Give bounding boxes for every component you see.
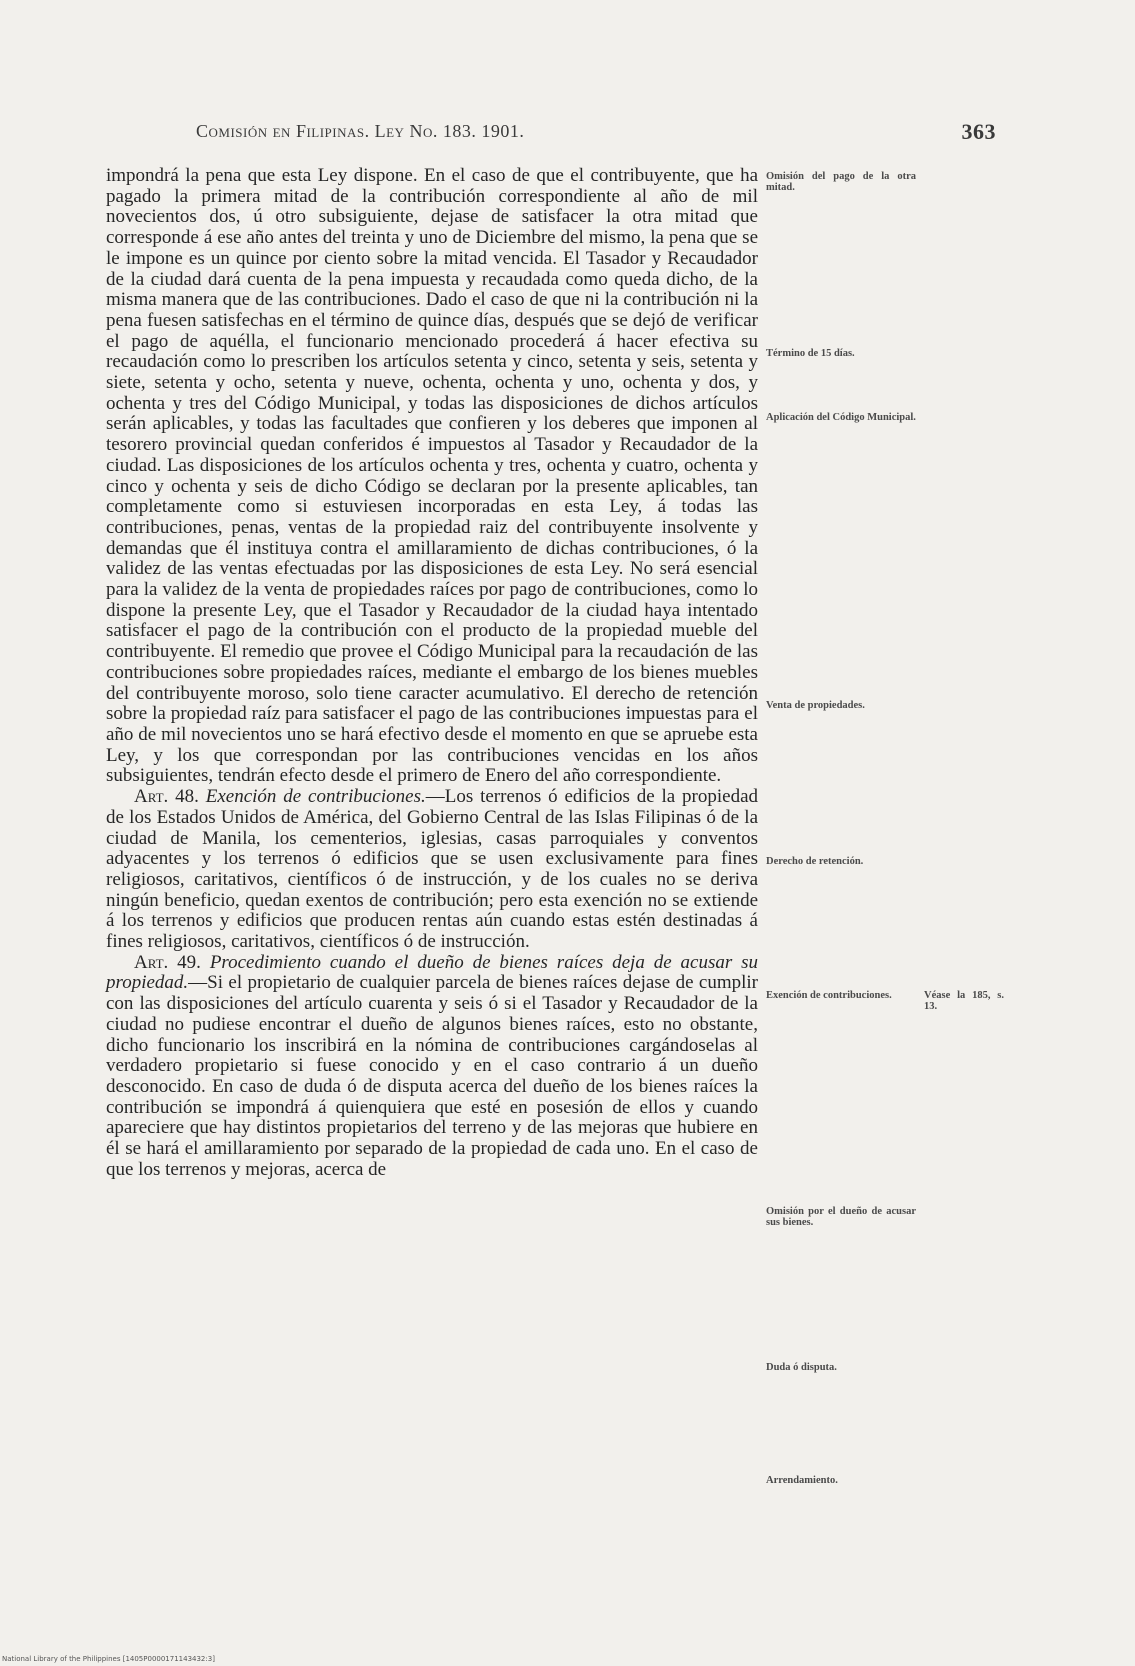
paragraph: impondrá la pena que esta Ley dispone. En el caso de que el contribuyente, que ha pagado la primera mitad de la contribución correspondiente al año de mil novecientos dos, ú otro subsiguiente, dejase de satisfacer la otra mitad que corresponde á ese año antes del treinta y uno de Diciembre del mismo, la pena que se le impone es un quince por ciento sobre la mitad vencida. El Tasador y Recaudador de la ciudad dará cuenta de la pena impuesta y recaudada como queda dicho, de la misma manera que de las contribuciones. Dado el caso de que ni la contribución ni la pena fuesen satisfechas en el término de quince días, después que se dejó de verificar el pago de aquélla, el funcionario mencionado procederá á hacer efectiva su recaudación como lo prescriben los artículos setenta y cinco, setenta y seis, setenta y siete, setenta y ocho, setenta y nueve, ochenta, ochenta y uno, ochenta y dos, y ochenta y tres del Código Municipal, y todas las disposiciones de dichos artículos serán aplicables, y todas las facultades que confieren y los deberes que imponen al tesorero provincial quedan conferidos é impuestos al Tasador y Recaudador de la ciudad. Las disposiciones de los artículos ochenta y tres, ochenta y cuatro, ochenta y cinco y ochenta y seis de dicho Código se declaran por la presente aplicables, tan completamente como si estuviesen incorporadas en esta Ley, á todas las contribuciones, penas, ventas de la propiedad raiz del contribuyente insolvente y demandas que él instituya contra el amillaramiento de dichas contribuciones, ó la validez de las ventas efectuadas por las disposiciones de esta Ley. No será esencial para la validez de la venta de propiedades raíces por pago de contribuciones, como lo dispone la presente Ley, que el Tasador y Recaudador de la ciudad haya intentado satisfacer el pago de la contribución con el producto de la propiedad mueble del contribuyente. El remedio que provee el Código Municipal para la recaudación de las contribuciones sobre propiedades raíces, mediante el embargo de los bienes muebles del contribuyente moroso, solo tiene caracter acumulativo. El derecho de retención sobre la propiedad raíz para satisfacer el pago de las contribuciones impuestas para el año de mil novecientos uno se hará efectivo desde el momento en que se apruebe esta Ley, y los que correspondan por las contribuciones vencidas en los años subsiguientes, tendrán efecto desde el primero de Enero del año correspondiente. (106, 165, 758, 787)
margin-note: Omisión por el dueño de acusar sus bienes. (766, 1206, 916, 1228)
article-title: Exención de contribuciones. (205, 786, 426, 808)
page-number: 363 (961, 119, 996, 144)
article-number: Art. 49. (134, 951, 201, 973)
body-text (106, 166, 758, 1180)
margin-note: Omisión del pago de la otra mitad. (766, 171, 916, 193)
margin-note: Arrendamiento. (766, 1475, 838, 1486)
article-48 (106, 787, 758, 953)
margin-note: Exención de contribuciones. (766, 990, 892, 1001)
article-number: Art. 48. (134, 786, 199, 808)
margin-note: Venta de propiedades. (766, 700, 865, 711)
article-text: —Si el propietario de cualquier parcela de bienes raíces dejase de cumplir con las disposiciones del artículo cuarenta y seis ó si el Tasador y Recaudador de la ciudad no pudiese encontrar el dueño de algunos bienes raíces, esto no obstante, dicho funcionario los inscribirá en la nómina de contribuciones cargándoselas al verdadero propietario si fuese conocido y en el caso contrario á un dueño desconocido. En caso de duda ó de disputa acerca del dueño de los bienes raíces la contribución se impondrá á quienquiera que esté en posesión de ellos y cuando apareciere que hay distintos propietarios del terreno y de las mejoras que hubiere en él se hará el amillaramiento por separado de la propiedad de cada uno. En el caso de que los terrenos y mejoras, acerca de (106, 972, 758, 1180)
running-title: Comisión en Filipinas. Ley No. 183. 1901. (196, 121, 525, 141)
article-title: Procedimiento cuando el dueño de bienes raíces deja de acusar su propiedad. (106, 951, 758, 994)
margin-note: Derecho de retención. (766, 856, 864, 867)
margin-note: Duda ó disputa. (766, 1362, 837, 1373)
margin-note-reference: Véase la 185, s. 13. (924, 990, 1004, 1012)
margin-note: Aplicación del Código Municipal. (766, 412, 916, 423)
article-text: —Los terrenos ó edificios de la propiedad de los Estados Unidos de América, del Gobierno Central de las Islas Filipinas ó de la ciudad de Manila, los cementerios, iglesias, casas parroquiales y conventos adyacentes y los terrenos ó edificios que se usen exclusivamente para fines religiosos, caritativos, científicos ó de instrucción, y de los cuales no se deriva ningún beneficio, quedan exentos de contribución; pero esta exención no se extiende á los terrenos y edificios que producen rentas aún cuando estas estén destinadas á fines religiosos, caritativos, científicos ó de instrucción. (106, 786, 759, 953)
footer-credit: National Library of the Philippines [1405P0000171143432:3] (2, 1655, 215, 1663)
margin-note: Término de 15 días. (766, 348, 855, 359)
article-49 (106, 953, 758, 1181)
